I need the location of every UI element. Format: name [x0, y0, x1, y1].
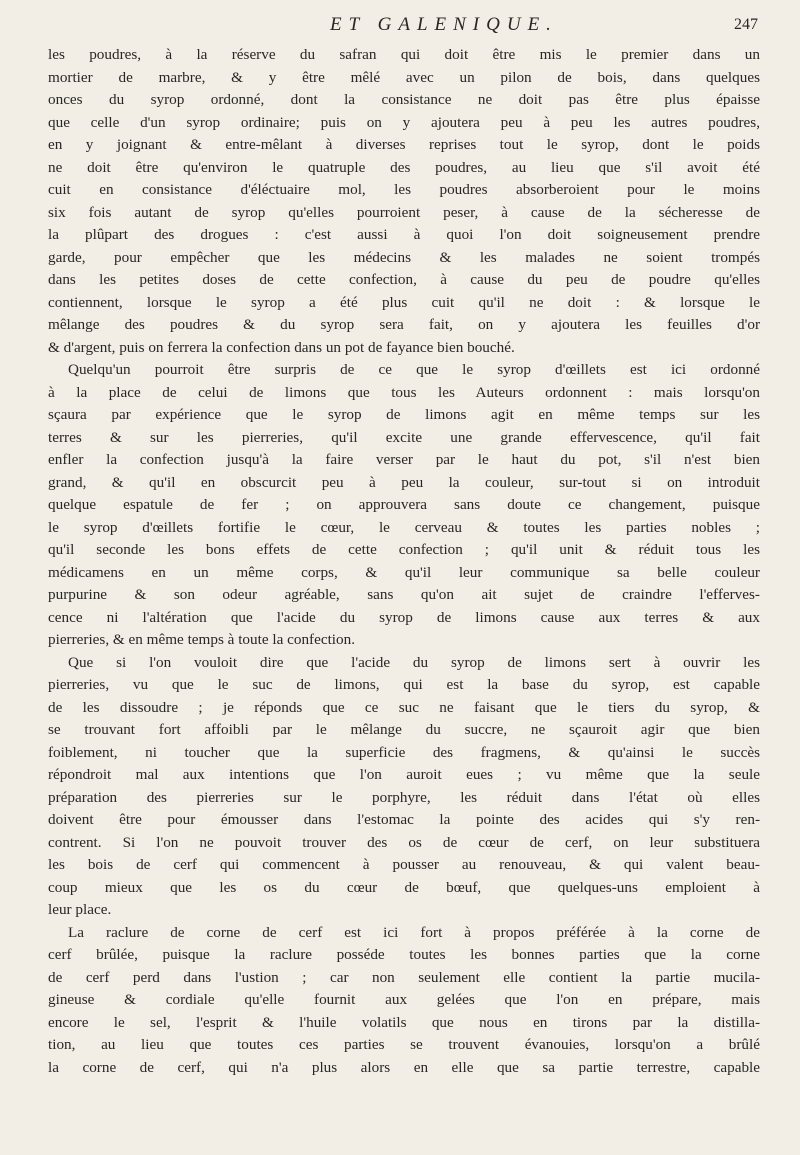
text-line: Que si l'on vouloit dire que l'acide du syrop de limons sert à ouvrir les	[68, 653, 760, 671]
text-line: Quelqu'un pourroit être surpris de ce que le syrop d'œillets est ici ordonné	[68, 361, 760, 378]
text-line: six fois autant de syrop qu'elles pourroient peser, à cause de la sécheresse de	[48, 203, 760, 221]
running-title: ET GALENIQUE.	[330, 14, 558, 35]
paragraph	[48, 44, 760, 359]
text-line: ne doit être qu'environ le quatruple des poudres, au lieu que s'il avoit été	[48, 158, 760, 176]
text-line: répondroit mal aux intentions que l'on auroit eues ; vu même que la seule	[48, 766, 760, 783]
text-line: cence ni l'altération que l'acide du syrop de limons cause aux terres & aux	[48, 608, 760, 626]
paragraph	[48, 652, 760, 922]
text-line: qu'il seconde les bons effets de cette confection ; qu'il unit & réduit tous les	[48, 541, 760, 558]
text-line: cuit en consistance d'éléctuaire mol, les poudres absorberoient pour le moins	[48, 181, 760, 198]
text-line: mortier de marbre, & y être mêlé avec un pilon de bois, dans quelques	[48, 68, 760, 86]
text-line: à la place de celui de limons que tous les Auteurs ordonnent : mais lorsqu'on	[48, 383, 760, 401]
text-line: dans les petites doses de cette confection, à cause du peu de poudre qu'elles	[48, 271, 760, 288]
body-text	[48, 44, 760, 1079]
text-line: enfler la confection jusqu'à la faire verser par le haut du pot, s'il n'est bien	[48, 451, 760, 468]
text-line: préparation des pierreries sur le porphyre, les réduit dans l'état où elles	[48, 788, 760, 806]
text-line: onces du syrop ordonné, dont la consistance ne doit pas être plus épaisse	[48, 91, 760, 108]
text-line: encore le sel, l'esprit & l'huile volatils que nous en tirons par la distilla-	[48, 1013, 760, 1031]
text-line: les poudres, à la réserve du safran qui doit être mis le premier dans un	[48, 46, 760, 63]
text-line: purpurine & son odeur agréable, sans qu'on ait sujet de craindre l'efferves-	[48, 586, 760, 603]
text-line: les bois de cerf qui commencent à pousser au renouveau, & qui valent beau-	[48, 856, 760, 873]
paragraph	[48, 359, 760, 652]
text-line: le syrop d'œillets fortifie le cœur, le cerveau & toutes les parties nobles ;	[48, 518, 760, 536]
text-line: garde, pour empêcher que les médecins & les malades ne soient trompés	[48, 248, 760, 266]
text-line: sçaura par expérience que le syrop de limons agit en même temps sur les	[48, 406, 760, 423]
paragraph	[48, 922, 760, 1080]
text-line: foiblement, ni toucher que la superficie des fragmens, & qu'ainsi le succès	[48, 743, 760, 761]
text-line: mêlange des poudres & du syrop sera fait, on y ajoutera les feuilles d'or	[48, 316, 760, 333]
text-line: de les dissoudre ; je réponds que ce suc ne faisant que le tiers du syrop, &	[48, 698, 760, 716]
running-head	[48, 14, 760, 44]
text-line: pierreries, vu que le suc de limons, qui est la base du syrop, est capable	[48, 676, 760, 693]
text-line: gineuse & cordiale qu'elle fournit aux gelées que l'on en prépare, mais	[48, 991, 760, 1008]
text-line: cerf brûlée, puisque la raclure posséde toutes les bonnes parties que la corne	[48, 946, 760, 963]
text-line: leur place.	[48, 901, 112, 918]
text-line: coup mieux que les os du cœur de bœuf, que quelques-uns emploient à	[48, 878, 760, 896]
text-line: que celle d'un syrop ordinaire; puis on y ajoutera peu à peu les autres poudres,	[48, 113, 760, 131]
text-line: & d'argent, puis on ferrera la confection dans un pot de fayance bien bouché.	[48, 338, 515, 356]
text-line: la plûpart des drogues : c'est aussi à quoi l'on doit soigneusement prendre	[48, 226, 760, 243]
text-line: médicamens en un même corps, & qu'il leur communique sa belle couleur	[48, 563, 760, 581]
text-line: doivent être pour émousser dans l'estomac la pointe des acides qui s'y ren-	[48, 811, 760, 828]
page-number: 247	[734, 16, 758, 33]
text-line: pierreries, & en même temps à toute la confection.	[48, 631, 356, 648]
text-line: quelque espatule de fer ; on approuvera sans doute ce changement, puisque	[48, 496, 760, 513]
text-line: contiennent, lorsque le syrop a été plus cuit qu'il ne doit : & lorsque le	[48, 293, 760, 311]
book-page	[48, 14, 760, 1079]
text-line: tion, au lieu que toutes ces parties se trouvent évanouies, lorsqu'on a brûlé	[48, 1036, 760, 1053]
text-line: la corne de cerf, qui n'a plus alors en elle que sa partie terrestre, capable	[48, 1058, 760, 1076]
text-line: de cerf perd dans l'ustion ; car non seulement elle contient la partie mucila-	[48, 968, 760, 986]
text-line: La raclure de corne de cerf est ici fort à propos préférée à la corne de	[68, 923, 760, 941]
text-line: contrent. Si l'on ne pouvoit trouver des os de cœur de cerf, on leur substituera	[48, 833, 760, 851]
text-line: grand, & qu'il en obscurcit peu à peu la couleur, sur-tout si on introduit	[48, 473, 760, 491]
text-line: se trouvant fort affoibli par le mêlange du succre, ne sçauroit agir que bien	[48, 721, 760, 738]
text-line: en y joignant & entre-mêlant à diverses reprises tout le syrop, dont le poids	[48, 136, 760, 153]
text-line: terres & sur les pierreries, qu'il excite une grande effervescence, qu'il fait	[48, 428, 760, 446]
